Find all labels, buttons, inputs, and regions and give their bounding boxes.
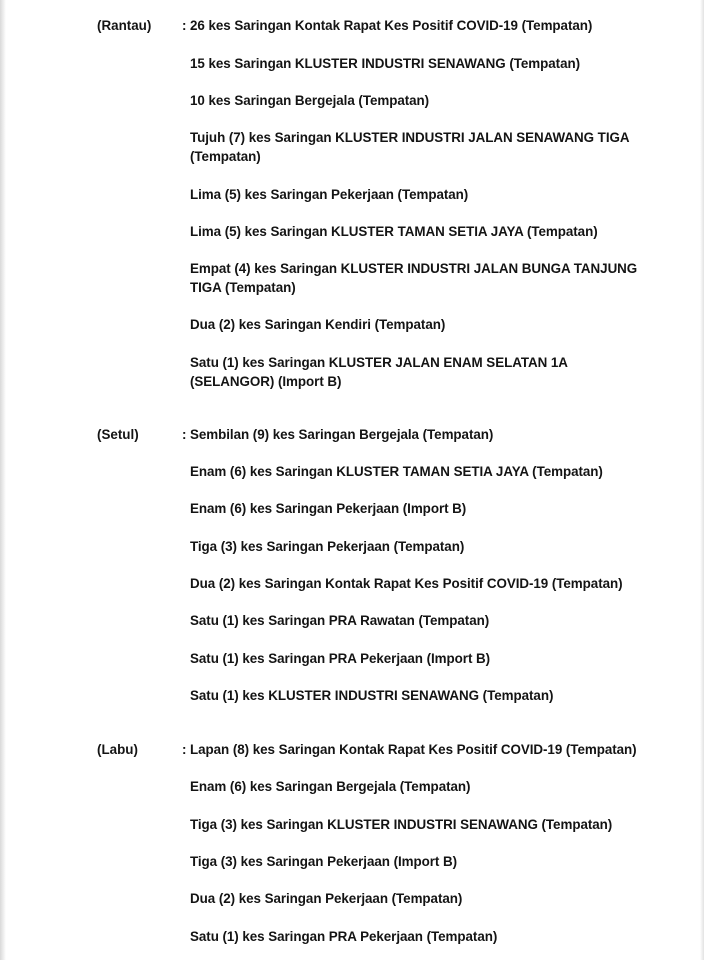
case-entry: 15 kes Saringan KLUSTER INDUSTRI SENAWANG (Tempatan) <box>190 56 581 71</box>
case-entry: Satu (1) kes KLUSTER INDUSTRI SENAWANG (Tempatan) <box>190 688 554 703</box>
case-entry: Tujuh (7) kes Saringan KLUSTER INDUSTRI JALAN SENAWANG TIGA (Tempatan) <box>190 130 629 164</box>
case-entry: Tiga (3) kes Saringan Pekerjaan (Tempatan) <box>190 539 465 554</box>
case-entry: Satu (1) kes Saringan KLUSTER JALAN ENAM SELATAN 1A (SELANGOR) (Import B) <box>190 355 568 389</box>
case-entry: Lapan (8) kes Saringan Kontak Rapat Kes Positif COVID-19 (Tempatan) <box>190 742 637 757</box>
area-label: (Rantau) <box>97 18 152 33</box>
case-entry: Enam (6) kes Saringan KLUSTER TAMAN SETIA JAYA (Tempatan) <box>190 464 603 479</box>
case-entry: Dua (2) kes Saringan Kendiri (Tempatan) <box>190 317 446 332</box>
case-entry: Lima (5) kes Saringan Pekerjaan (Tempatan) <box>190 187 469 202</box>
area-label: (Labu) <box>97 742 138 757</box>
case-entry: 26 kes Saringan Kontak Rapat Kes Positif COVID-19 (Tempatan) <box>190 18 593 33</box>
case-entry: Dua (2) kes Saringan Kontak Rapat Kes Positif COVID-19 (Tempatan) <box>190 576 623 591</box>
case-entry: Sembilan (9) kes Saringan Bergejala (Tempatan) <box>190 427 494 442</box>
case-entry: Enam (6) kes Saringan Bergejala (Tempatan) <box>190 779 471 794</box>
label-colon: : <box>182 427 187 442</box>
case-entry: 10 kes Saringan Bergejala (Tempatan) <box>190 93 430 108</box>
case-entry: Lima (5) kes Saringan KLUSTER TAMAN SETIA JAYA (Tempatan) <box>190 224 598 239</box>
case-entry: Tiga (3) kes Saringan KLUSTER INDUSTRI SENAWANG (Tempatan) <box>190 817 613 832</box>
label-colon: : <box>182 742 187 757</box>
case-entry: Tiga (3) kes Saringan Pekerjaan (Import B) <box>190 854 458 869</box>
case-entry: Satu (1) kes Saringan PRA Pekerjaan (Tempatan) <box>190 929 498 944</box>
area-label: (Setul) <box>97 427 139 442</box>
case-entry: Empat (4) kes Saringan KLUSTER INDUSTRI JALAN BUNGA TANJUNG TIGA (Tempatan) <box>190 261 638 295</box>
case-entry: Enam (6) kes Saringan Pekerjaan (Import B) <box>190 501 467 516</box>
case-entry: Satu (1) kes Saringan PRA Rawatan (Tempatan) <box>190 613 490 628</box>
label-colon: : <box>182 18 187 33</box>
case-entry: Satu (1) kes Saringan PRA Pekerjaan (Import B) <box>190 651 491 666</box>
case-entry: Dua (2) kes Saringan Pekerjaan (Tempatan) <box>190 891 463 906</box>
